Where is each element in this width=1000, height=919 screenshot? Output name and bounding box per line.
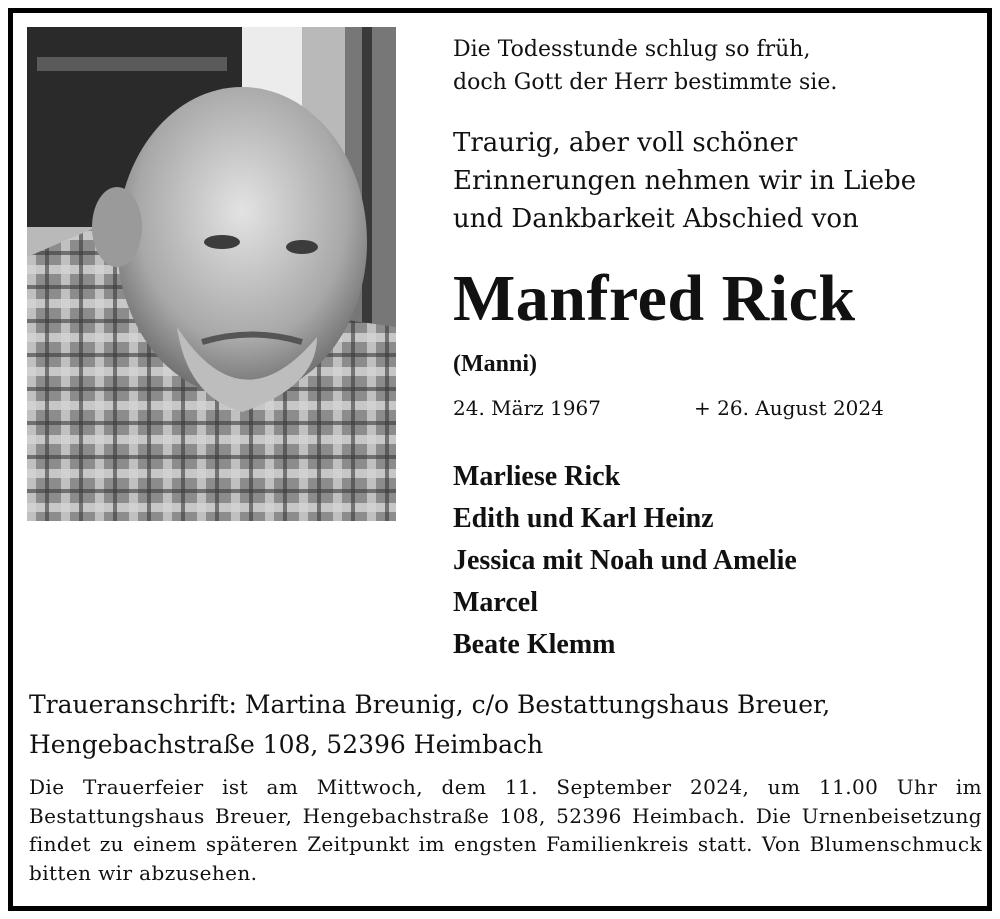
mourner-name: Marliese Rick bbox=[453, 461, 621, 492]
intro-text bbox=[453, 124, 916, 238]
mourner-name: Edith und Karl Heinz bbox=[453, 503, 714, 534]
ceremony-info: Die Trauerfeier ist am Mittwoch, dem 11. September 2024, um 11.00 Uhr im Bestattungshaus Breuer, Hengebachstraße 108, 52396 Heimbach. Die Urnenbeisetzung findet zu einem späteren Zeitpunkt im engsten Familienkreis statt. Von Blumenschmuck bitten wir abzusehen. bbox=[29, 775, 982, 885]
deceased-name: Manfred Rick bbox=[453, 262, 856, 335]
obituary-frame bbox=[8, 8, 992, 911]
intro-line: und Dankbarkeit Abschied von bbox=[453, 204, 859, 234]
birth-date: 24. März 1967 bbox=[453, 396, 601, 420]
portrait-photo bbox=[27, 27, 396, 521]
address-line: Hengebachstraße 108, 52396 Heimbach bbox=[29, 730, 544, 759]
intro-line: Erinnerungen nehmen wir in Liebe bbox=[453, 166, 917, 196]
verse bbox=[453, 33, 837, 99]
address-line: Traueranschrift: Martina Breunig, c/o Bestattungshaus Breuer, bbox=[29, 690, 831, 719]
portrait-image bbox=[27, 27, 396, 521]
verse-line: Die Todesstunde schlug so früh, bbox=[453, 37, 811, 62]
verse-line: doch Gott der Herr bestimmte sie. bbox=[453, 70, 838, 95]
mourner-name: Beate Klemm bbox=[453, 629, 616, 660]
intro-line: Traurig, aber voll schöner bbox=[453, 128, 798, 158]
mourning-address bbox=[29, 685, 969, 765]
death-date: + 26. August 2024 bbox=[694, 396, 884, 420]
mourner-name: Jessica mit Noah und Amelie bbox=[453, 545, 797, 576]
mourners-list bbox=[453, 456, 797, 666]
deceased-nickname: (Manni) bbox=[453, 351, 537, 377]
mourner-name: Marcel bbox=[453, 587, 538, 618]
